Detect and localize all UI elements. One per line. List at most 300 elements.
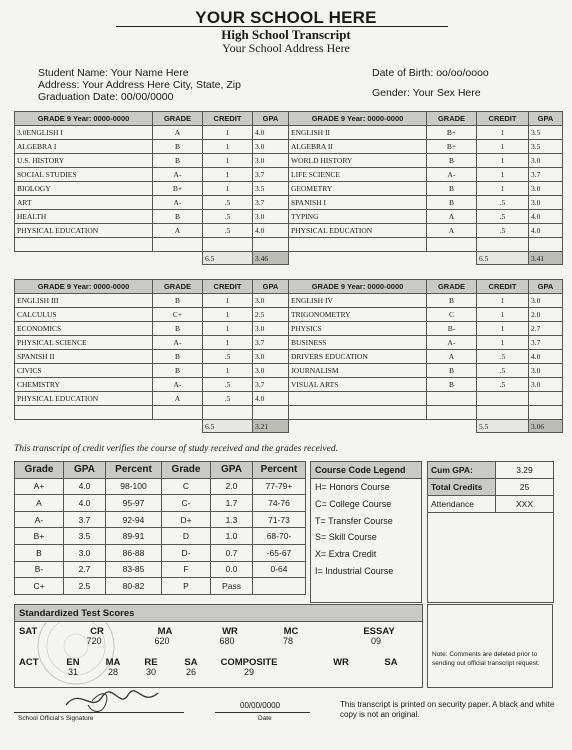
- grade-scale-header: [15, 462, 306, 479]
- course-grade: B: [153, 154, 203, 168]
- scale-row: [15, 544, 306, 561]
- scale-header-cell: GPA: [211, 462, 253, 479]
- course-credit: 1: [477, 336, 529, 350]
- course-credit: 1: [477, 182, 529, 196]
- course-row: [15, 168, 289, 182]
- test-scores-title: Standardized Test Scores: [15, 605, 422, 622]
- course-name: PHYSICAL EDUCATION: [15, 224, 153, 238]
- act-section-label: EN: [66, 657, 80, 668]
- totals-spacer: [427, 420, 477, 433]
- total-gpa: 3.46: [253, 252, 289, 265]
- credit-column-header: CREDIT: [477, 112, 529, 126]
- scale-cell: -65-67: [253, 544, 306, 561]
- course-gpa: 3.7: [253, 196, 289, 210]
- scale-cell: A-: [15, 511, 64, 528]
- scale-cell: 92-94: [106, 511, 162, 528]
- totals-row: [15, 420, 289, 433]
- course-name: CIVICS: [15, 364, 153, 378]
- scale-cell: 71-73: [253, 511, 306, 528]
- scale-cell: 2.5: [64, 578, 106, 595]
- scale-cell: 1.3: [211, 511, 253, 528]
- act-section-label: RE: [144, 657, 158, 668]
- scale-cell: Pass: [211, 578, 253, 595]
- course-name: PHYSICAL EDUCATION: [289, 224, 427, 238]
- course-grade: [153, 406, 203, 420]
- sat-section-label: MA: [157, 626, 173, 637]
- totals-spacer: [289, 252, 427, 265]
- act-section-label: WR: [333, 657, 349, 668]
- course-row: [289, 154, 563, 168]
- course-credit: 1: [477, 140, 529, 154]
- course-row: [289, 350, 563, 364]
- course-credit: .5: [203, 378, 253, 392]
- year-heading: GRADE 9 Year: 0000-0000: [289, 112, 427, 126]
- course-grade: [427, 406, 477, 420]
- course-row: [289, 140, 563, 154]
- course-name: WORLD HISTORY: [289, 154, 427, 168]
- totals-spacer: [15, 252, 153, 265]
- scale-cell: 2.0: [211, 478, 253, 495]
- course-row: [289, 406, 563, 420]
- gpa-summary-table: [427, 461, 554, 603]
- scale-cell: 0.7: [211, 544, 253, 561]
- course-row: [15, 126, 289, 140]
- date-label: Date: [258, 715, 272, 722]
- course-grade: A-: [153, 378, 203, 392]
- course-row: [15, 406, 289, 420]
- sat-section-score: 720: [86, 636, 102, 646]
- course-credit: 1: [203, 336, 253, 350]
- scale-row: [15, 495, 306, 512]
- course-gpa: [253, 406, 289, 420]
- course-credit: .5: [203, 392, 253, 406]
- course-name: [15, 238, 153, 252]
- course-row: [15, 336, 289, 350]
- student-address-value: Your Address Here City, State, Zip: [82, 79, 241, 91]
- sat-section-score: 09: [370, 636, 381, 646]
- document-title: High School Transcript: [221, 27, 351, 42]
- scale-row: [15, 511, 306, 528]
- scale-cell: 2.7: [64, 561, 106, 578]
- course-grade: B: [427, 364, 477, 378]
- course-name: GEOMETRY: [289, 182, 427, 196]
- course-name: VISUAL ARTS: [289, 378, 427, 392]
- scale-row: [15, 561, 306, 578]
- act-section-score: 30: [145, 667, 156, 677]
- course-gpa: 3.0: [253, 154, 289, 168]
- course-gpa: 3.0: [253, 322, 289, 336]
- course-name: SPANISH I: [289, 196, 427, 210]
- course-row: [289, 336, 563, 350]
- total-gpa: 3.41: [529, 252, 563, 265]
- course-row: [289, 364, 563, 378]
- signature-label: School Official's Signature: [18, 715, 94, 722]
- year-heading: GRADE 9 Year: 0000-0000: [15, 112, 153, 126]
- course-grade: B+: [427, 126, 477, 140]
- scale-cell: B+: [15, 528, 64, 545]
- totals-spacer: [289, 420, 427, 433]
- scale-cell: C+: [15, 578, 64, 595]
- course-gpa: [529, 392, 563, 406]
- course-row: [289, 322, 563, 336]
- scale-cell: A: [15, 495, 64, 512]
- course-row: [15, 378, 289, 392]
- course-name: [289, 406, 427, 420]
- grade-column-header: GRADE: [427, 112, 477, 126]
- course-name: JOURNALISM: [289, 364, 427, 378]
- act-section-score: 31: [67, 667, 78, 677]
- course-gpa: 4.0: [253, 126, 289, 140]
- grade-column-header: GRADE: [427, 280, 477, 294]
- course-name: PHYSICAL SCIENCE: [15, 336, 153, 350]
- course-grade: B: [427, 378, 477, 392]
- act-section-label: COMPOSITE: [220, 657, 278, 668]
- year-table: [288, 279, 563, 433]
- year-heading: GRADE 9 Year: 0000-0000: [289, 280, 427, 294]
- scale-cell: [253, 578, 306, 595]
- course-grade: B+: [427, 140, 477, 154]
- sat-section-label: ESSAY: [363, 626, 395, 637]
- course-row: [15, 238, 289, 252]
- course-credit: 1: [477, 322, 529, 336]
- course-credit: 1: [477, 126, 529, 140]
- course-name: ART: [15, 196, 153, 210]
- course-name: [289, 238, 427, 252]
- scale-cell: 89-91: [106, 528, 162, 545]
- course-row: [289, 294, 563, 308]
- course-credit: .5: [477, 364, 529, 378]
- course-name: U.S. HISTORY: [15, 154, 153, 168]
- school-name: YOUR SCHOOL HERE: [195, 8, 377, 27]
- course-grade: A-: [427, 336, 477, 350]
- scale-cell: 3.0: [64, 544, 106, 561]
- course-credit: .5: [203, 350, 253, 364]
- gpa-column-header: GPA: [529, 280, 563, 294]
- course-gpa: 4.0: [529, 350, 563, 364]
- standardized-test-scores: [14, 604, 423, 688]
- legend-item: S= Skill Course: [315, 532, 377, 543]
- course-code-legend: [310, 461, 422, 603]
- course-credit: [477, 406, 529, 420]
- course-credit: .5: [203, 224, 253, 238]
- graduation-date-row: [38, 91, 173, 103]
- total-gpa: 3.21: [253, 420, 289, 433]
- course-row: [15, 182, 289, 196]
- course-gpa: 2.5: [253, 308, 289, 322]
- course-gpa: 2.0: [529, 308, 563, 322]
- act-section-label: SA: [384, 657, 398, 668]
- cum-gpa-value: 3.29: [496, 462, 554, 479]
- course-row: [289, 238, 563, 252]
- sat-section-score: 620: [154, 636, 170, 646]
- act-section-label: SA: [184, 657, 198, 668]
- course-gpa: 3.7: [529, 168, 563, 182]
- attendance-label: Attendance: [428, 496, 496, 513]
- course-credit: 1: [203, 154, 253, 168]
- legend-item: C= College Course: [315, 498, 392, 509]
- scale-cell: P: [162, 578, 211, 595]
- course-row: [289, 308, 563, 322]
- legend-item: T= Transfer Course: [315, 515, 393, 526]
- course-gpa: 3.0: [253, 210, 289, 224]
- course-grade: B+: [153, 182, 203, 196]
- totals-spacer: [153, 420, 203, 433]
- course-row: [15, 350, 289, 364]
- course-credit: .5: [477, 224, 529, 238]
- course-row: [289, 224, 563, 238]
- gender-label: Gender:: [372, 87, 410, 99]
- course-name: LIFE SCIENCE: [289, 168, 427, 182]
- total-credit: 6.5: [203, 420, 253, 433]
- course-row: [15, 224, 289, 238]
- course-row: [289, 392, 563, 406]
- course-grade: A: [427, 210, 477, 224]
- course-gpa: 3.7: [253, 168, 289, 182]
- grade-scale-table: [14, 461, 306, 595]
- course-credit: 1: [477, 294, 529, 308]
- act-section-score: 26: [185, 667, 196, 677]
- course-credit: 1: [477, 308, 529, 322]
- scale-row: [15, 528, 306, 545]
- course-grade: B: [153, 322, 203, 336]
- scale-cell: C-: [162, 495, 211, 512]
- course-name: ENGLISH III: [15, 294, 153, 308]
- totals-spacer: [15, 420, 153, 433]
- course-gpa: 3.0: [253, 364, 289, 378]
- gpa-column-header: GPA: [253, 112, 289, 126]
- date-line: [215, 712, 310, 713]
- scale-row: [15, 578, 306, 595]
- course-credit: .5: [477, 378, 529, 392]
- total-credit: 6.5: [477, 252, 529, 265]
- scale-cell: C: [162, 478, 211, 495]
- course-name: TYPING: [289, 210, 427, 224]
- course-name: ENGLISH II: [289, 126, 427, 140]
- course-grade: B: [153, 294, 203, 308]
- graduation-date-label: Graduation Date:: [38, 91, 118, 103]
- course-row: [289, 168, 563, 182]
- course-name: 3.0ENGLISH I: [15, 126, 153, 140]
- signature-line: [14, 712, 184, 713]
- year-table: [14, 111, 289, 265]
- course-credit: 1: [477, 154, 529, 168]
- scale-cell: 4.0: [64, 495, 106, 512]
- course-grade: B: [153, 350, 203, 364]
- course-grade: C+: [153, 308, 203, 322]
- course-grade: A: [427, 224, 477, 238]
- sat-section-label: CR: [90, 626, 104, 637]
- sat-section-score: 78: [282, 636, 293, 646]
- gpa-column-header: GPA: [253, 280, 289, 294]
- course-gpa: 3.7: [253, 336, 289, 350]
- course-grade: A: [153, 224, 203, 238]
- course-credit: 1: [477, 168, 529, 182]
- course-name: HEALTH: [15, 210, 153, 224]
- course-credit: 1: [203, 294, 253, 308]
- scale-cell: 98-100: [106, 478, 162, 495]
- course-name: BIOLOGY: [15, 182, 153, 196]
- scale-cell: D-: [162, 544, 211, 561]
- course-name: PHYSICS: [289, 322, 427, 336]
- course-gpa: 4.0: [253, 392, 289, 406]
- course-name: BUSINESS: [289, 336, 427, 350]
- date-value: 00/00/0000: [240, 701, 281, 710]
- course-credit: 1: [203, 168, 253, 182]
- course-gpa: 3.0: [529, 154, 563, 168]
- course-grade: [427, 238, 477, 252]
- course-credit: 1: [203, 140, 253, 154]
- student-name-row: [38, 67, 189, 79]
- course-gpa: [529, 238, 563, 252]
- year-heading: GRADE 9 Year: 0000-0000: [15, 280, 153, 294]
- course-grade: B: [427, 294, 477, 308]
- total-gpa: 3.06: [529, 420, 563, 433]
- grade-column-header: GRADE: [153, 280, 203, 294]
- verification-statement: This transcript of credit verifies the course of study received and the grades received.: [14, 444, 338, 454]
- course-gpa: 4.0: [253, 224, 289, 238]
- scale-header-cell: GPA: [64, 462, 106, 479]
- year-table: [288, 111, 563, 265]
- dob-value: oo/oo/oooo: [436, 67, 489, 79]
- course-gpa: 3.0: [253, 350, 289, 364]
- course-row: [15, 308, 289, 322]
- sat-section-label: MC: [283, 626, 299, 637]
- course-row: [289, 126, 563, 140]
- totals-row: [15, 252, 289, 265]
- act-section-score: 29: [243, 667, 254, 677]
- graduation-date-value: 00/00/0000: [120, 91, 174, 103]
- course-credit: 1: [203, 308, 253, 322]
- course-name: TRIGONOMETRY: [289, 308, 427, 322]
- student-address-label: Address:: [38, 79, 80, 91]
- scale-header-cell: Percent: [106, 462, 162, 479]
- course-row: [289, 182, 563, 196]
- totals-row: [289, 420, 563, 433]
- course-credit: 1: [203, 322, 253, 336]
- course-gpa: 3.7: [253, 378, 289, 392]
- course-credit: .5: [477, 196, 529, 210]
- security-paper-notice: This transcript is printed on security paper. A black and white copy is not an original.: [340, 700, 555, 719]
- student-address-row: [38, 79, 241, 91]
- scale-cell: 3.5: [64, 528, 106, 545]
- course-grade: B: [153, 364, 203, 378]
- legend-item: I= Industrial Course: [315, 565, 394, 576]
- course-name: SPANISH II: [15, 350, 153, 364]
- scale-cell: 86-88: [106, 544, 162, 561]
- scale-cell: 0-64: [253, 561, 306, 578]
- grade-scale-body: [15, 478, 306, 594]
- summary-blank-area: [428, 513, 554, 603]
- course-gpa: 3.0: [529, 182, 563, 196]
- course-grade: A: [153, 126, 203, 140]
- course-credit: .5: [203, 210, 253, 224]
- scale-cell: A+: [15, 478, 64, 495]
- act-section-label: MA: [105, 657, 121, 668]
- course-credit: [203, 406, 253, 420]
- credit-column-header: CREDIT: [203, 280, 253, 294]
- scale-cell: 83-85: [106, 561, 162, 578]
- sat-section-score: 680: [219, 636, 235, 646]
- course-row: [15, 196, 289, 210]
- course-name: PHYSICAL EDUCATION: [15, 392, 153, 406]
- course-grade: [153, 238, 203, 252]
- scale-cell: 80-82: [106, 578, 162, 595]
- course-gpa: 3.5: [529, 126, 563, 140]
- course-grade: B-: [427, 322, 477, 336]
- totals-row: [289, 252, 563, 265]
- credit-column-header: CREDIT: [477, 280, 529, 294]
- course-gpa: 4.0: [529, 210, 563, 224]
- course-gpa: 3.0: [529, 378, 563, 392]
- course-name: ECONOMICS: [15, 322, 153, 336]
- legend-title: Course Code Legend: [311, 462, 421, 479]
- scale-cell: 95-97: [106, 495, 162, 512]
- course-name: CALCULUS: [15, 308, 153, 322]
- total-credit: 5.5: [477, 420, 529, 433]
- course-gpa: [529, 406, 563, 420]
- student-name-label: Student Name:: [38, 67, 109, 79]
- course-row: [289, 210, 563, 224]
- course-gpa: 3.5: [529, 140, 563, 154]
- course-grade: A-: [153, 336, 203, 350]
- course-grade: A-: [153, 196, 203, 210]
- totals-spacer: [153, 252, 203, 265]
- course-grade: A: [153, 392, 203, 406]
- scale-cell: 77-79+: [253, 478, 306, 495]
- course-gpa: 3.0: [253, 294, 289, 308]
- scale-row: [15, 478, 306, 495]
- course-grade: A-: [427, 168, 477, 182]
- course-grade: B: [427, 182, 477, 196]
- attendance-value: XXX: [496, 496, 554, 513]
- course-row: [15, 140, 289, 154]
- course-row: [15, 294, 289, 308]
- gender-value: Your Sex Here: [412, 87, 481, 99]
- gender-row: [372, 87, 481, 99]
- course-grade: B: [427, 154, 477, 168]
- dob-row: [372, 67, 489, 79]
- course-row: [15, 154, 289, 168]
- course-grade: [427, 392, 477, 406]
- course-gpa: 3.0: [253, 140, 289, 154]
- scale-cell: 1.0: [211, 528, 253, 545]
- sat-label: SAT: [19, 626, 38, 637]
- course-gpa: [253, 238, 289, 252]
- course-grade: B: [153, 140, 203, 154]
- course-name: [289, 392, 427, 406]
- legend-items: [311, 479, 421, 580]
- course-grade: A: [427, 350, 477, 364]
- course-gpa: 3.0: [529, 294, 563, 308]
- year-table: [14, 279, 289, 433]
- course-row: [15, 364, 289, 378]
- legend-item: H= Honors Course: [315, 482, 390, 492]
- course-name: SOCIAL STUDIES: [15, 168, 153, 182]
- course-grade: B: [153, 210, 203, 224]
- course-credit: 1: [203, 364, 253, 378]
- course-credit: .5: [477, 210, 529, 224]
- course-name: ALGEBRA I: [15, 140, 153, 154]
- cum-gpa-label: Cum GPA:: [428, 462, 496, 479]
- note-text: Note: Comments are deleted prior to sending out official transcript request.: [432, 651, 540, 667]
- grade-column-header: GRADE: [153, 112, 203, 126]
- course-credit: [477, 392, 529, 406]
- course-gpa: 4.0: [529, 224, 563, 238]
- course-credit: .5: [477, 350, 529, 364]
- course-credit: 1: [203, 126, 253, 140]
- course-grade: A-: [153, 168, 203, 182]
- scale-header-cell: Grade: [15, 462, 64, 479]
